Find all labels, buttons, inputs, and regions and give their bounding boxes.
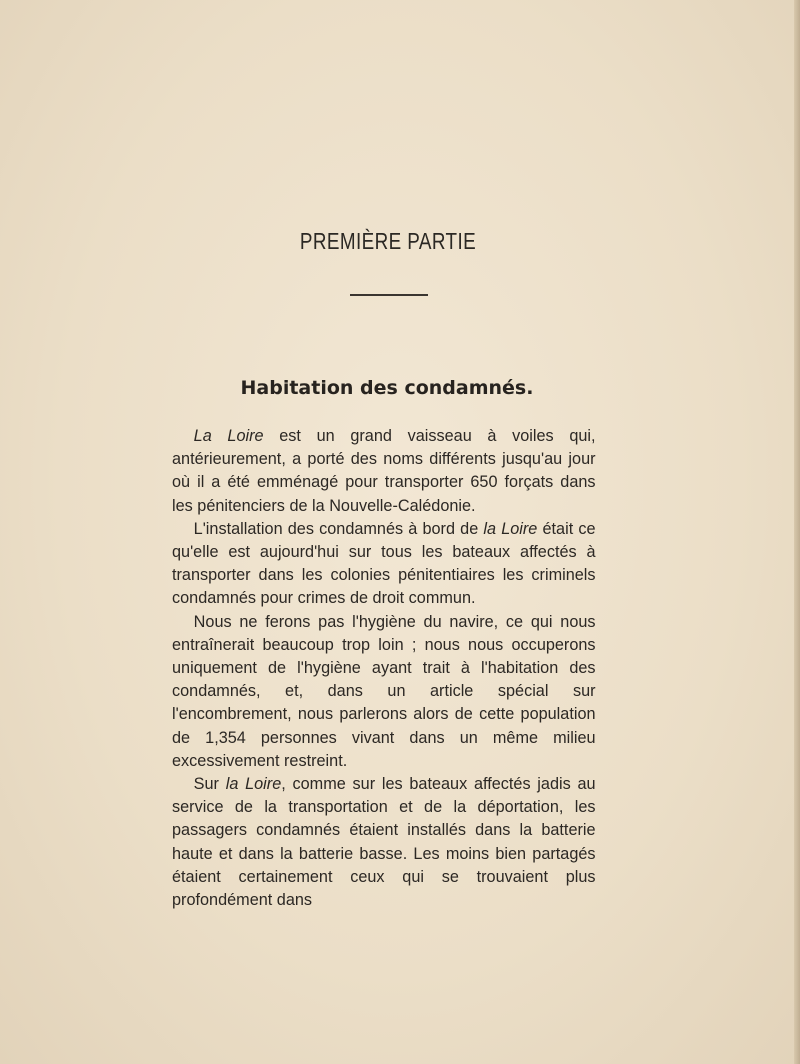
paragraph-3: [172, 611, 596, 773]
divider-rule: [350, 294, 428, 296]
paragraph-text: L'installation des condamnés à bord de: [193, 519, 484, 538]
ship-name: la Loire: [225, 775, 282, 794]
part-title: PREMIÈRE PARTIE: [299, 228, 477, 254]
paragraph-text: , comme sur les bateaux affectés jadis au service de la transportation et de la déportation, les passagers condamnés étaient installés dans la batterie haute et dans la batterie basse. Les moins bien partagés étaient certainement ceux qui se trouvaient plus profondément dans: [172, 775, 596, 910]
ship-name: La Loire: [193, 427, 264, 445]
body-text: [172, 425, 596, 912]
ship-name: la Loire: [483, 519, 538, 538]
paragraph-4: [172, 773, 596, 912]
page-edge: [794, 0, 800, 1064]
paragraph-text: Sur: [193, 775, 226, 794]
paragraph-text: Nous ne ferons pas l'hygiène du navire, ce qui nous entraînerait beaucoup trop loin ; nous nous occuperons uniquement de l'hygiène ayant trait à l'habitation des condamnés, et, dans un article spécial sur l'encombrement, nous parlerons alors de cette population de 1,354 personnes vivant dans un même milieu excessivement restreint.: [172, 612, 596, 770]
paragraph-1: [172, 425, 596, 518]
section-title: Habitation des condamnés.: [240, 377, 534, 399]
paragraph-text: était ce qu'elle est aujourd'hui sur tous les bateaux affectés à transporter dans les colonies pénitentiaires les criminels condamnés pour crimes de droit commun.: [172, 519, 596, 608]
paragraph-text: est un grand vaisseau à voiles qui, antérieurement, a porté des noms différents jusqu'au jour où il a été emménagé pour transporter 650 forçats dans les pénitenciers de la Nouvelle-Calédonie.: [172, 427, 596, 515]
paragraph-2: [172, 518, 596, 611]
